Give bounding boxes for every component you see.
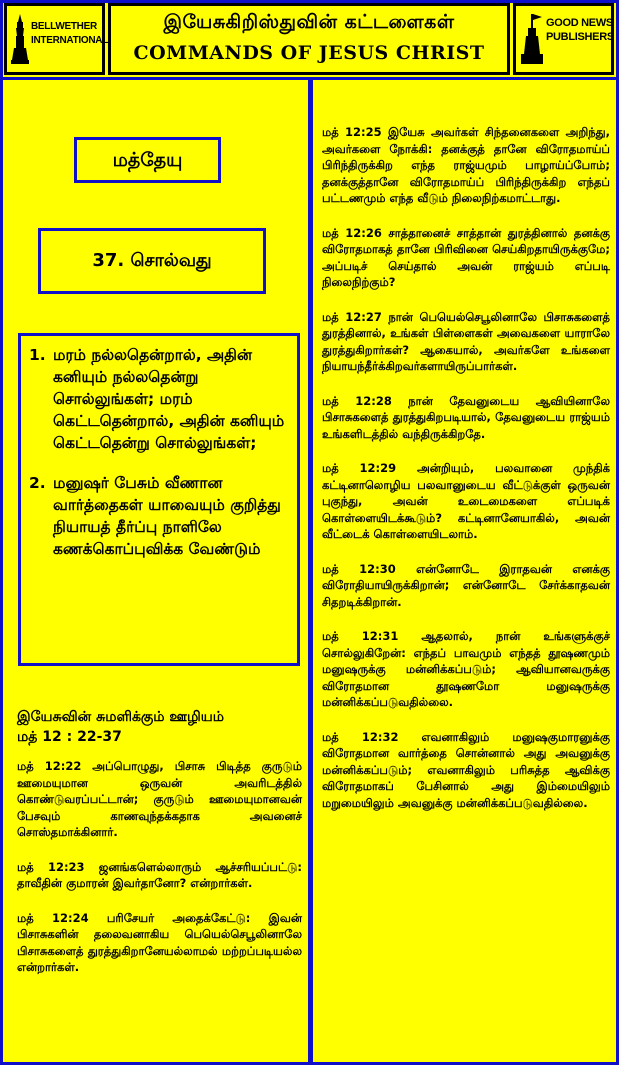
section-heading <box>17 707 302 747</box>
bellwether-logo-line1: BELLWETHER <box>31 21 97 32</box>
bell-tower-icon <box>11 14 29 64</box>
verse-12-28: மத் 12:28 நான் தேவனுடைய ஆவியினாலே பிசாசுகளைத் துரத்துகிறபடியால், தேவனுடைய ராஜ்யம் உங்களிடத்தில் வந்திருக்கிறதே. <box>322 393 610 441</box>
command-point-1 <box>29 344 291 454</box>
section-reference: மத் 12 : 22-37 <box>17 729 122 745</box>
verse-12-30: மத் 12:30 என்னோடே இராதவன் எனக்கு விரோதியாயிருக்கிறான்; என்னோடே சேர்க்காதவன் சிதறடிக்கிறான். <box>322 561 610 609</box>
verse-12-29: மத் 12:29 அன்றியும், பலவானை முந்திக் கட்டினாலொழிய பலவானுடைய வீட்டுக்குள் ஒருவன் புகுந்து, அவன் உடைமைகளை எப்படிக் கொள்ளையிடக்கூடும்? கட்டினானேயாகில், அவன் வீட்டைக் கொள்ளையிடலாம். <box>322 461 610 541</box>
book-name-box: மத்தேயு <box>74 137 221 183</box>
section-title: இயேசுவின் சுமளிக்கும் ஊழியம் <box>17 709 225 725</box>
page-title-english: COMMANDS OF JESUS CHRIST <box>133 42 485 64</box>
good-news-logo-line1: GOOD NEWS <box>546 17 613 29</box>
point-text: மனுஷர் பேசும் வீணான வார்த்தைகள் யாவையும் குறித்து நியாயத் தீர்ப்பு நாளிலே கணக்கொப்புவிக்க வேண்டும் <box>53 474 281 558</box>
bellwether-logo-line2: INTERNATIONAL <box>31 35 109 46</box>
verse-12-25: மத் 12:25 இயேசு அவர்கள் சிந்தனைகளை அறிந்து, அவர்களை நோக்கி: தனக்குத் தானே விரோதமாய்ப் பிரிந்திருக்கிற எந்த ராஜ்யமும் பாழாய்ப்போம்; தனக்குத்தானே விரோதமாய்ப் பிரிந்திருக்கிற எந்தப் பட்டணமும் எந்த வீடும் நிலைநிற்கமாட்டாது. <box>322 125 610 205</box>
verse-12-22: மத் 12:22 அப்பொழுது, பிசாசு பிடித்த குருடும் ஊமையுமான ஒருவன் அவரிடத்தில் கொண்டுவரப்பட்டான்; குருடும் ஊமையுமானவன் பேசவும் காணவுந்தக்கதாக அவனைச் சொஸ்தமாக்கினார். <box>17 759 302 839</box>
verses-right <box>322 124 610 829</box>
flag-tower-icon <box>520 14 544 64</box>
verses-left <box>17 758 302 994</box>
good-news-logo-text <box>546 16 614 44</box>
point-number: 1. <box>29 346 46 364</box>
verse-12-24: மத் 12:24 பரிசேயர் அதைக்கேட்டு: இவன் பிசாசுகளின் தலைவனாகிய பெயெல்செபூலினாலே பிசாசுகளைத் துரத்துகிறானேயல்லாமல் மற்றப்படியல்ல என்றார்கள். <box>17 910 302 974</box>
command-point-2 <box>29 472 291 560</box>
command-points-box <box>18 333 300 666</box>
point-text: மரம் நல்லதென்றால், அதின் கனியும் நல்லதென்று சொல்லுங்கள்; மரம் கெட்டதென்றால், அதின் கனியும் கெட்டதென்று சொல்லுங்கள்; <box>53 346 285 452</box>
title-box <box>108 3 510 75</box>
verse-12-32: மத் 12:32 எவனாகிலும் மனுஷகுமாரனுக்கு விரோதமான வார்த்தை சொன்னால் அது அவனுக்கு மன்னிக்கப்படும்; எவனாகிலும் பரிசுத்த ஆவிக்கு விரோதமாகப் பேசினால் அது இம்மையிலும் மறுமையிலும் அவனுக்கு மன்னிக்கப்படுவதில்லை. <box>322 729 610 810</box>
verse-12-27: மத் 12:27 நான் பெயெல்செபூலினாலே பிசாசுகளைத் துரத்தினால், உங்கள் பிள்ளைகள் அவைகளை யாராலே துரத்துகிறார்கள்? ஆகையால், அவர்களே உங்களை நியாயந்தீர்க்கிறவர்களாயிருப்பார்கள். <box>322 309 610 373</box>
point-number: 2. <box>29 474 46 492</box>
page-title-tamil: இயேசுகிறிஸ்துவின் கட்டளைகள் <box>163 11 455 33</box>
verse-12-31: மத் 12:31 ஆதலால், நான் உங்களுக்குச் சொல்லுகிறேன்: எந்தப் பாவமும் எந்தத் தூஷணமும் மனுஷருக்கு மன்னிக்கப்படும்; ஆவியானவருக்கு விரோதமான தூஷணமோ மனுஷருக்கு மன்னிக்கப்படுவதில்லை. <box>322 629 610 709</box>
bellwether-logo <box>4 3 109 75</box>
header <box>0 0 619 80</box>
topic-box: 37. சொல்வது <box>38 228 266 294</box>
verse-12-23: மத் 12:23 ஜனங்களெல்லாரும் ஆச்சரியப்பட்டு: தாவீதின் குமாரன் இவர்தானோ? என்றார்கள். <box>17 859 302 890</box>
good-news-logo <box>513 3 614 75</box>
left-column <box>3 80 308 1062</box>
bellwether-logo-text <box>31 20 108 48</box>
good-news-logo-line2: PUBLISHERS <box>546 31 614 43</box>
right-column <box>313 80 616 1062</box>
verse-12-26: மத் 12:26 சாத்தானைச் சாத்தான் துரத்தினால் தனக்கு விரோதமாகத் தானே பிரிவினை செய்கிறதாயிருக்குமே; அப்படிச் செய்தால் அவன் ராஜ்யம் எப்படி நிலைநிற்கும்? <box>322 225 610 289</box>
